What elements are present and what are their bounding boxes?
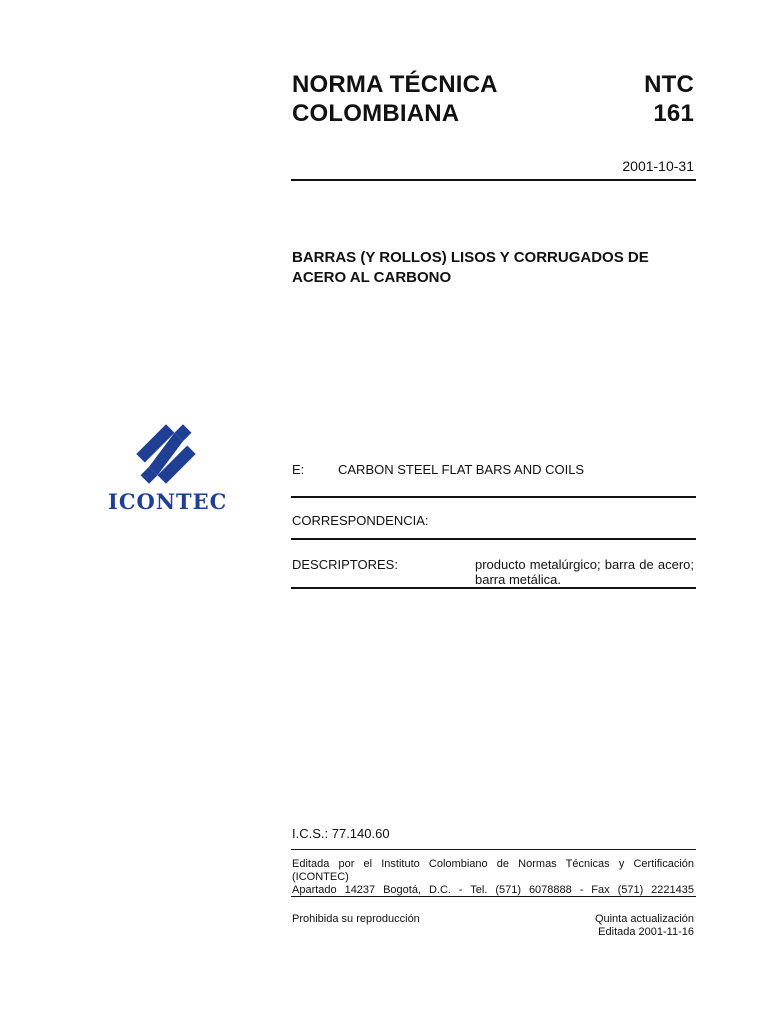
english-title-value: CARBON STEEL FLAT BARS AND COILS	[338, 462, 585, 477]
reproduction-notice: Prohibida su reproducción	[292, 913, 420, 925]
edition-line-2: Editada 2001-11-16	[598, 926, 694, 938]
descriptors-line-1: producto metalúrgico; barra de acero;	[475, 557, 694, 572]
title-line-2: COLOMBIANA	[292, 100, 460, 127]
correspondence-divider	[291, 538, 696, 540]
descriptors-value	[475, 557, 694, 587]
descriptors-label: DESCRIPTORES:	[292, 557, 398, 572]
standard-type-title	[292, 70, 498, 128]
icontec-n-logo-icon	[108, 418, 224, 490]
title-line-1: NORMA TÉCNICA	[292, 71, 498, 98]
document-title	[292, 248, 649, 288]
publication-date: 2001-10-31	[622, 158, 694, 174]
ics-code: I.C.S.: 77.140.60	[292, 826, 390, 841]
descriptors-divider	[291, 587, 696, 589]
edition-info	[520, 913, 694, 939]
ics-divider	[291, 849, 696, 850]
edition-line-1: Quinta actualización	[594, 913, 694, 925]
publisher-line-1: Editada por el Instituto Colombiano de Normas Técnicas y Certificación (ICONTEC)	[292, 858, 694, 883]
descriptors-line-2: barra metálica.	[475, 572, 561, 587]
standard-code	[600, 70, 694, 128]
document-title-line-2: ACERO AL CARBONO	[292, 269, 452, 286]
logo-wordmark: ICONTEC	[108, 489, 228, 514]
code-line-1: NTC	[644, 71, 694, 98]
publisher-info	[292, 858, 694, 897]
header-divider	[291, 179, 696, 181]
publisher-line-2: Apartado 14237 Bogotá, D.C. - Tel. (571) 6078888 - Fax (571) 2221435	[292, 884, 694, 896]
english-title-label: E:	[292, 462, 305, 477]
document-title-line-1: BARRAS (Y ROLLOS) LISOS Y CORRUGADOS DE	[292, 249, 649, 266]
icontec-logo	[108, 418, 228, 514]
code-line-2: 161	[653, 100, 694, 127]
correspondence-label: CORRESPONDENCIA:	[292, 513, 429, 528]
english-divider	[291, 496, 696, 498]
publisher-divider	[291, 896, 696, 897]
